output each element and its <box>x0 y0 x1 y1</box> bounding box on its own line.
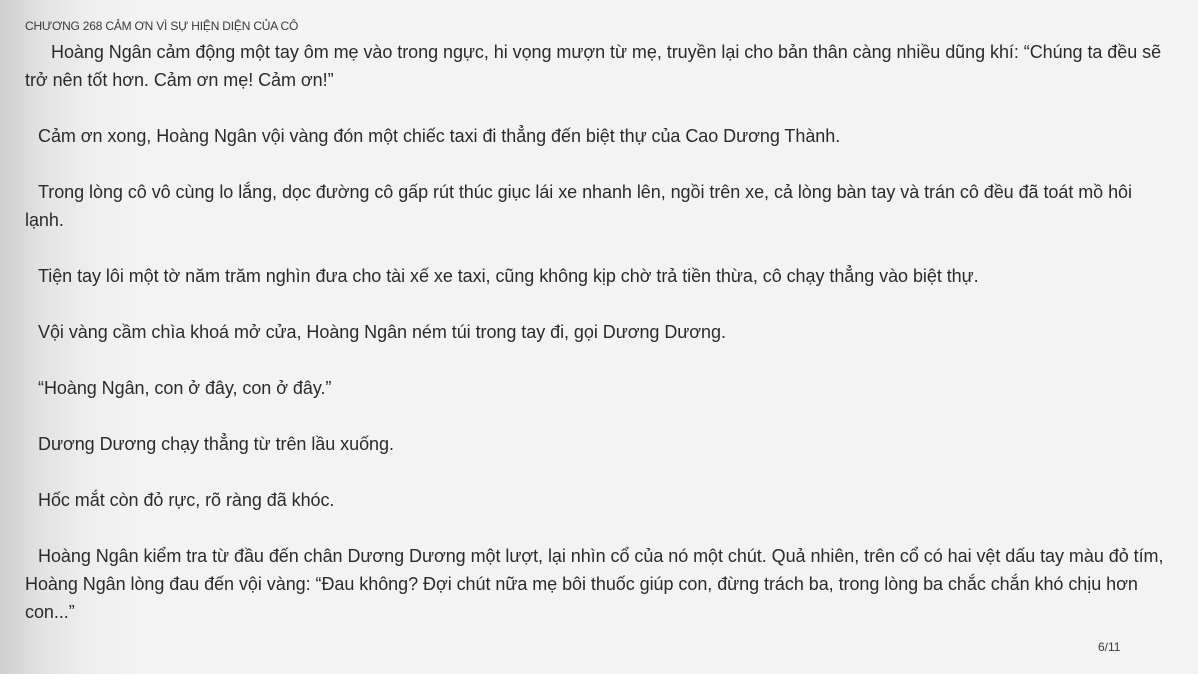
paragraph: Trong lòng cô vô cùng lo lắng, dọc đường cô gấp rút thúc giục lái xe nhanh lên, ngồi trên xe, cả lòng bàn tay và trán cô đều đã toát mồ hôi lạnh. <box>25 182 1132 230</box>
chapter-content <box>25 38 1175 654</box>
page-indicator: 6/11 <box>1098 640 1121 654</box>
paragraph: Vội vàng cầm chìa khoá mở cửa, Hoàng Ngân ném túi trong tay đi, gọi Dương Dương. <box>38 322 726 342</box>
paragraph: Tiện tay lôi một tờ năm trăm nghìn đưa cho tài xế xe taxi, cũng không kịp chờ trả tiền thừa, cô chạy thẳng vào biệt thự. <box>38 266 979 286</box>
paragraph: Hốc mắt còn đỏ rực, rõ ràng đã khóc. <box>38 490 335 510</box>
chapter-title: CHƯƠNG 268 CẢM ƠN VÌ SỰ HIỆN DIỆN CỦA CÔ <box>25 19 299 33</box>
paragraph: Dương Dương chạy thẳng từ trên lầu xuống. <box>38 434 394 454</box>
paragraph: “Hoàng Ngân, con ở đây, con ở đây.” <box>38 378 332 398</box>
paragraph: Hoàng Ngân cảm động một tay ôm mẹ vào trong ngực, hi vọng mượn từ mẹ, truyền lại cho bản thân càng nhiều dũng khí: “Chúng ta đều sẽ trở nên tốt hơn. Cảm ơn mẹ! Cảm ơn!” <box>25 42 1162 90</box>
paragraph: Cảm ơn xong, Hoàng Ngân vội vàng đón một chiếc taxi đi thẳng đến biệt thự của Cao Dương Thành. <box>38 126 841 146</box>
paragraph: Hoàng Ngân kiểm tra từ đầu đến chân Dương Dương một lượt, lại nhìn cổ của nó một chút. Quả nhiên, trên cổ có hai vệt dấu tay màu đỏ tím, Hoàng Ngân lòng đau đến vội vàng: “Đau không? Đợi chút nữa mẹ bôi thuốc giúp con, đừng trách ba, trong lòng ba chắc chắn khó chịu hơn con...” <box>25 546 1164 622</box>
